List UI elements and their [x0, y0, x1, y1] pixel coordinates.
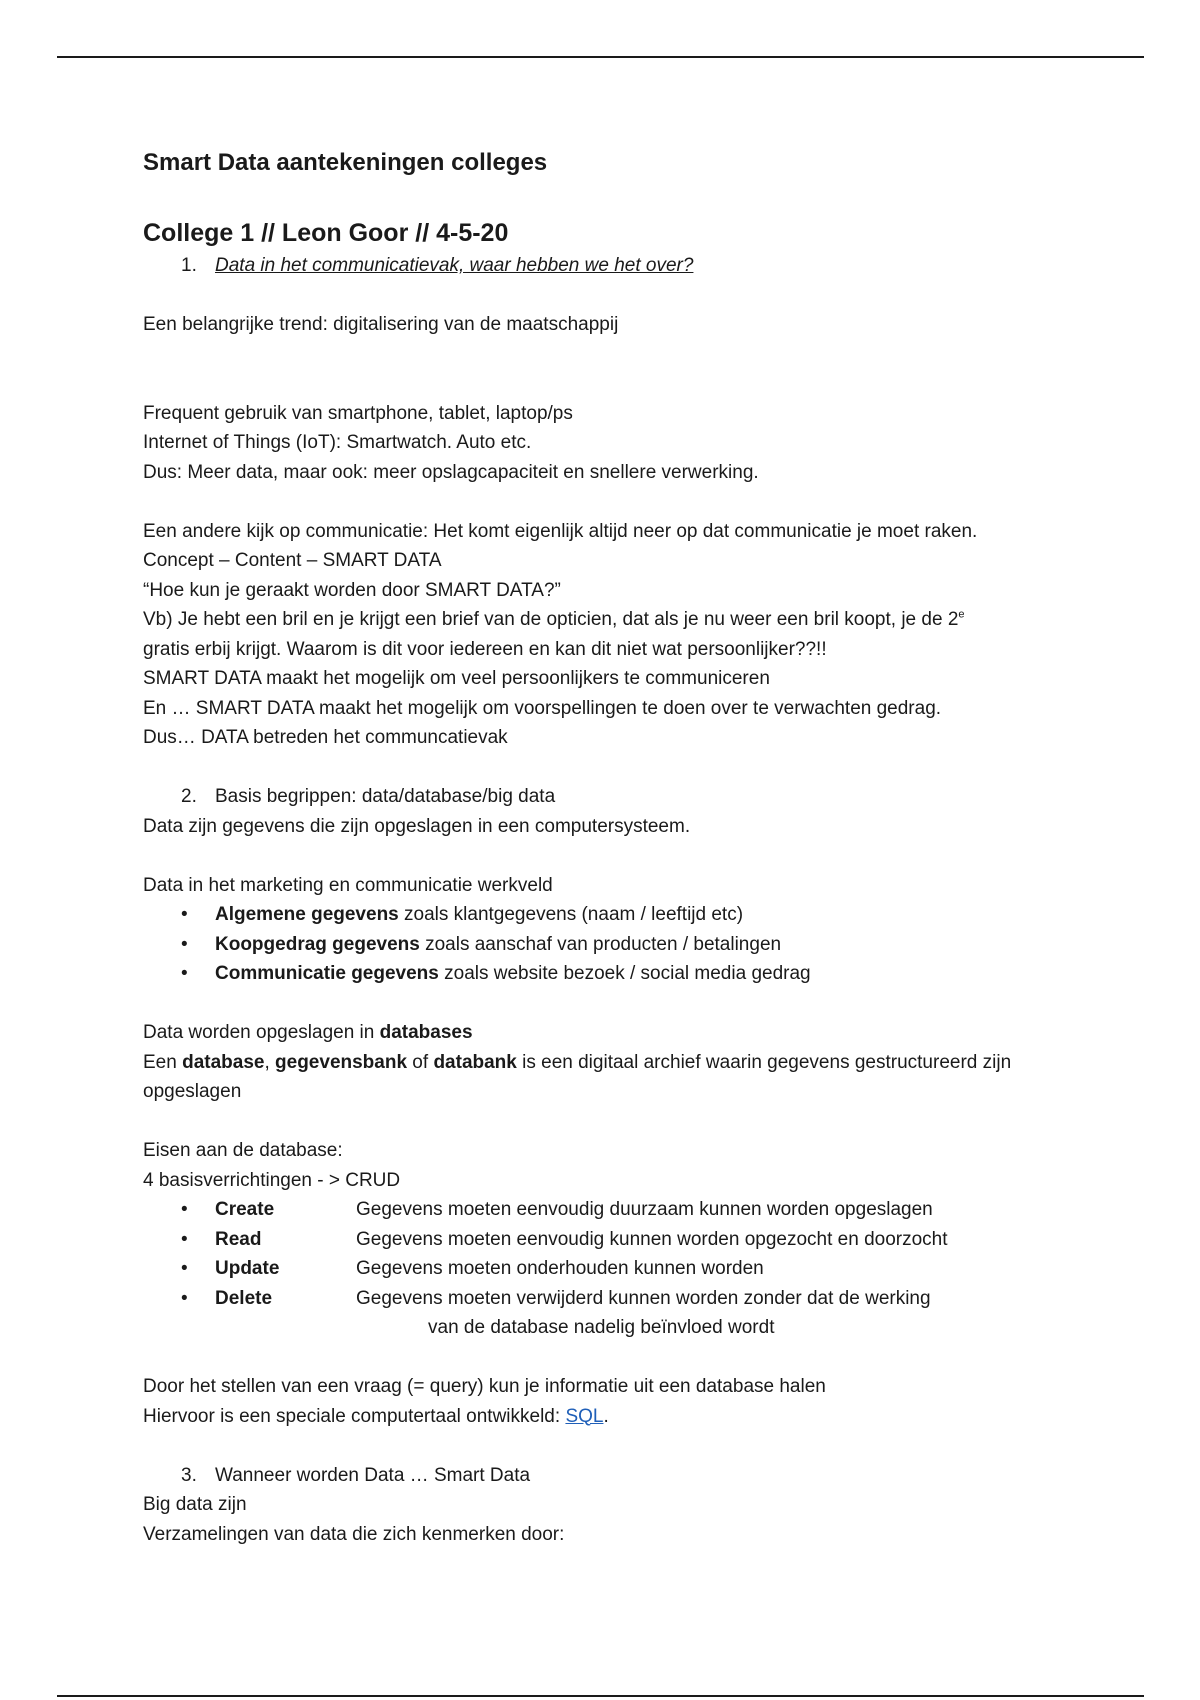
- bold-term: Koopgedrag gegevens: [215, 933, 420, 955]
- bold-term: Communicatie gegevens: [215, 963, 439, 984]
- list-item: [143, 900, 1103, 930]
- sql-link[interactable]: SQL: [565, 1405, 604, 1427]
- bold-term: databases: [379, 1022, 473, 1043]
- section-title: Basis begrippen: data/database/big data: [215, 786, 556, 807]
- crud-list: [143, 1195, 1103, 1343]
- section-2-heading: [143, 782, 1103, 812]
- list-item: [143, 1225, 1103, 1255]
- paragraph: SMART DATA maakt het mogelijk om veel persoonlijkers te communiceren: [143, 668, 770, 689]
- list-item: [143, 1254, 1103, 1284]
- paragraph: [143, 605, 1103, 635]
- document-body: [143, 140, 1103, 1549]
- header-rule: [57, 56, 1144, 58]
- paragraph: Een belangrijke trend: digitalisering van de maatschappij: [143, 314, 619, 335]
- lecture-heading: College 1 // Leon Goor // 4-5-20: [143, 219, 509, 247]
- section-number: 3.: [181, 1464, 197, 1486]
- list-item: [143, 959, 1103, 989]
- crud-term: Read: [215, 1228, 262, 1250]
- section-3-heading: [143, 1461, 1103, 1491]
- data-types-list: [143, 900, 1103, 989]
- paragraph: Dus… DATA betreden het communcatievak: [143, 727, 508, 748]
- text: Data worden opgeslagen in: [143, 1022, 380, 1043]
- crud-term: Create: [215, 1199, 275, 1220]
- paragraph: “Hoe kun je geraakt worden door SMART DATA?”: [143, 579, 561, 601]
- crud-term: Delete: [215, 1287, 273, 1309]
- crud-description: Gegevens moeten eenvoudig kunnen worden opgezocht en doorzocht: [356, 1228, 948, 1250]
- list-item: [143, 1284, 1103, 1343]
- paragraph: [143, 1048, 1103, 1078]
- paragraph: [143, 1402, 1103, 1432]
- paragraph: Concept – Content – SMART DATA: [143, 550, 442, 571]
- superscript: e: [958, 608, 965, 621]
- text: .: [603, 1405, 609, 1427]
- paragraph: opgeslagen: [143, 1081, 242, 1102]
- paragraph: Frequent gebruik van smartphone, tablet, laptop/ps: [143, 402, 573, 424]
- paragraph: Internet of Things (IoT): Smartwatch. Auto etc.: [143, 432, 532, 453]
- paragraph: Eisen aan de database:: [143, 1140, 343, 1161]
- paragraph: Door het stellen van een vraag (= query) kun je informatie uit een database halen: [143, 1376, 826, 1397]
- paragraph: Dus: Meer data, maar ook: meer opslagcapaciteit en snellere verwerking.: [143, 461, 759, 483]
- section-title: Wanneer worden Data … Smart Data: [215, 1464, 531, 1486]
- crud-description-continued: van de database nadelig beïnvloed wordt: [428, 1317, 775, 1338]
- text: ,: [264, 1051, 276, 1073]
- item-text: zoals aanschaf van producten / betalingen: [419, 933, 782, 955]
- bold-term: databank: [433, 1051, 517, 1073]
- paragraph: Data in het marketing en communicatie werkveld: [143, 874, 553, 896]
- text: of: [407, 1051, 434, 1073]
- section-number: 2.: [181, 786, 197, 807]
- paragraph: Data zijn gegevens die zijn opgeslagen in een computersysteem.: [143, 815, 691, 837]
- footer-rule: [57, 1695, 1144, 1697]
- bold-term: gegevensbank: [275, 1051, 408, 1073]
- list-item: [143, 930, 1103, 960]
- crud-term: Update: [215, 1258, 280, 1279]
- crud-description: Gegevens moeten eenvoudig duurzaam kunnen worden opgeslagen: [356, 1199, 933, 1220]
- paragraph: gratis erbij krijgt. Waarom is dit voor iedereen en kan dit niet wat persoonlijker??!!: [143, 638, 827, 660]
- text: Hiervoor is een speciale computertaal ontwikkeld:: [143, 1405, 566, 1427]
- paragraph: 4 basisverrichtingen - > CRUD: [143, 1169, 401, 1191]
- crud-description: Gegevens moeten onderhouden kunnen worden: [356, 1258, 764, 1279]
- crud-description: Gegevens moeten verwijderd kunnen worden zonder dat de werking: [356, 1287, 931, 1309]
- document-title: Smart Data aantekeningen colleges: [143, 149, 548, 176]
- item-text: zoals klantgegevens (naam / leeftijd etc): [398, 904, 744, 925]
- list-item: [143, 1195, 1103, 1225]
- section-title: Data in het communicatievak, waar hebben we het over?: [215, 255, 694, 276]
- paragraph: En … SMART DATA maakt het mogelijk om voorspellingen te doen over te verwachten gedrag.: [143, 697, 942, 719]
- text: Een: [143, 1051, 183, 1073]
- bold-term: database: [182, 1051, 265, 1073]
- item-text: zoals website bezoek / social media gedrag: [438, 963, 811, 984]
- section-number: 1.: [181, 255, 197, 276]
- example-text: Vb) Je hebt een bril en je krijgt een brief van de opticien, dat als je nu weer een bril koopt, je de 2: [143, 609, 959, 630]
- section-1-heading: [143, 251, 1103, 281]
- paragraph: Verzamelingen van data die zich kenmerken door:: [143, 1523, 565, 1545]
- paragraph: [143, 1018, 1103, 1048]
- bold-term: Algemene gegevens: [215, 904, 399, 925]
- text: is een digitaal archief waarin gegevens gestructureerd zijn: [516, 1051, 1012, 1073]
- paragraph: Een andere kijk op communicatie: Het komt eigenlijk altijd neer op dat communicatie je moet raken.: [143, 520, 978, 542]
- paragraph: Big data zijn: [143, 1494, 247, 1515]
